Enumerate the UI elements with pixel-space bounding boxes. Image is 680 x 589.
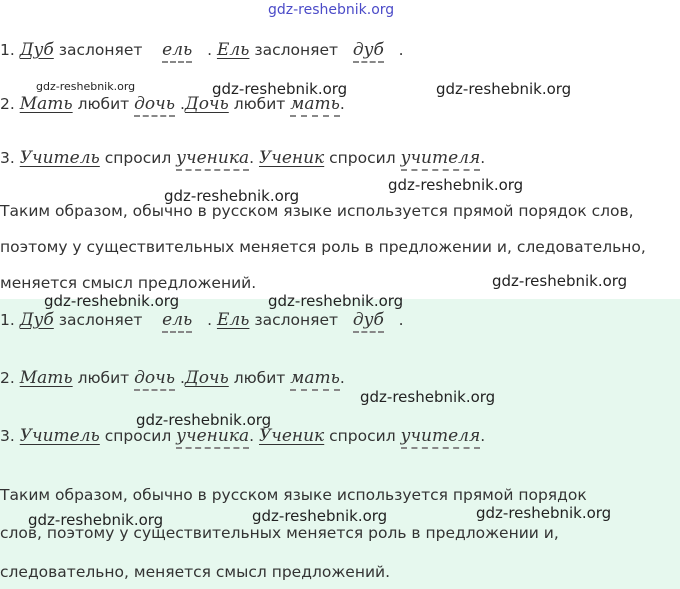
subject-word: Дуб [19,310,54,330]
subject-word: Учитель [19,426,100,446]
object-word: ученика [176,148,249,171]
sentence-line-1 [0,40,404,60]
sentence-line-3-repeat [0,426,485,446]
line-number: 3. [0,149,15,167]
object-word: дуб [353,40,384,63]
sentence-line-3 [0,148,485,168]
watermark: gdz-reshebnik.org [268,292,404,310]
watermark: gdz-reshebnik.org [252,507,388,525]
sentence-separator: . [249,149,255,167]
verb-word: заслоняет [254,311,339,329]
sentence-separator: . [179,95,185,113]
header-watermark: gdz-reshebnik.org [268,2,395,18]
object-word: мать [290,94,340,117]
line-number: 2. [0,369,15,387]
sentence-separator: . [207,311,212,329]
object-word: ель [162,310,192,333]
sentence-end: . [339,369,345,387]
conclusion-line-1: Таким образом, обычно в русском языке используется прямой порядок слов, [0,202,634,220]
conclusion-line-3: меняется смысл предложений. [0,274,257,292]
object-word: учителя [401,148,481,171]
watermark: gdz-reshebnik.org [136,411,272,429]
watermark: gdz-reshebnik.org [492,272,628,290]
verb-word: спросил [104,427,172,445]
subject-word: Мать [19,368,73,388]
sentence-separator: . [249,427,255,445]
sentence-end: . [480,427,486,445]
conclusion-line-1-repeat: Таким образом, обычно в русском языке используется прямой порядок [0,486,587,504]
verb-word: любит [233,95,286,113]
verb-word: любит [233,369,286,387]
sentence-line-2-repeat [0,368,345,388]
verb-word: заслоняет [58,41,143,59]
line-number: 1. [0,41,15,59]
verb-word: спросил [104,149,172,167]
verb-word: спросил [329,149,396,167]
object-word: мать [290,368,340,391]
verb-word: любит [77,95,130,113]
line-number: 3. [0,427,15,445]
watermark: gdz-reshebnik.org [36,80,136,93]
subject-word: Ученик [258,426,325,446]
watermark: gdz-reshebnik.org [212,80,348,98]
conclusion-line-2-repeat: слов, поэтому у существительных меняется роль в предложении и, [0,524,559,542]
watermark: gdz-reshebnik.org [476,504,612,522]
sentence-line-1-repeat [0,310,404,330]
subject-word: Ель [216,40,250,60]
sentence-separator: . [179,369,185,387]
subject-word: Дочь [184,368,229,388]
object-word: ель [162,40,192,63]
subject-word: Ученик [258,148,325,168]
sentence-end: . [339,95,345,113]
verb-word: заслоняет [58,311,143,329]
object-word: ученика [176,426,249,449]
verb-word: спросил [329,427,396,445]
object-word: дочь [134,94,175,117]
subject-word: Ель [216,310,250,330]
line-number: 2. [0,95,15,113]
watermark: gdz-reshebnik.org [44,292,180,310]
watermark: gdz-reshebnik.org [360,388,496,406]
watermark: gdz-reshebnik.org [388,176,524,194]
sentence-separator: . [207,41,212,59]
watermark: gdz-reshebnik.org [436,80,572,98]
subject-word: Дочь [184,94,229,114]
sentence-end: . [398,41,404,59]
object-word: учителя [401,426,481,449]
object-word: дуб [353,310,384,333]
conclusion-line-3-repeat: следовательно, меняется смысл предложений. [0,563,391,581]
object-word: дочь [134,368,175,391]
verb-word: любит [77,369,130,387]
subject-word: Мать [19,94,73,114]
conclusion-line-2: поэтому у существительных меняется роль в предложении и, следовательно, [0,238,646,256]
watermark: gdz-reshebnik.org [164,187,300,205]
watermark: gdz-reshebnik.org [28,511,164,529]
verb-word: заслоняет [254,41,339,59]
line-number: 1. [0,311,15,329]
sentence-end: . [480,149,486,167]
sentence-end: . [398,311,404,329]
subject-word: Дуб [19,40,54,60]
subject-word: Учитель [19,148,100,168]
